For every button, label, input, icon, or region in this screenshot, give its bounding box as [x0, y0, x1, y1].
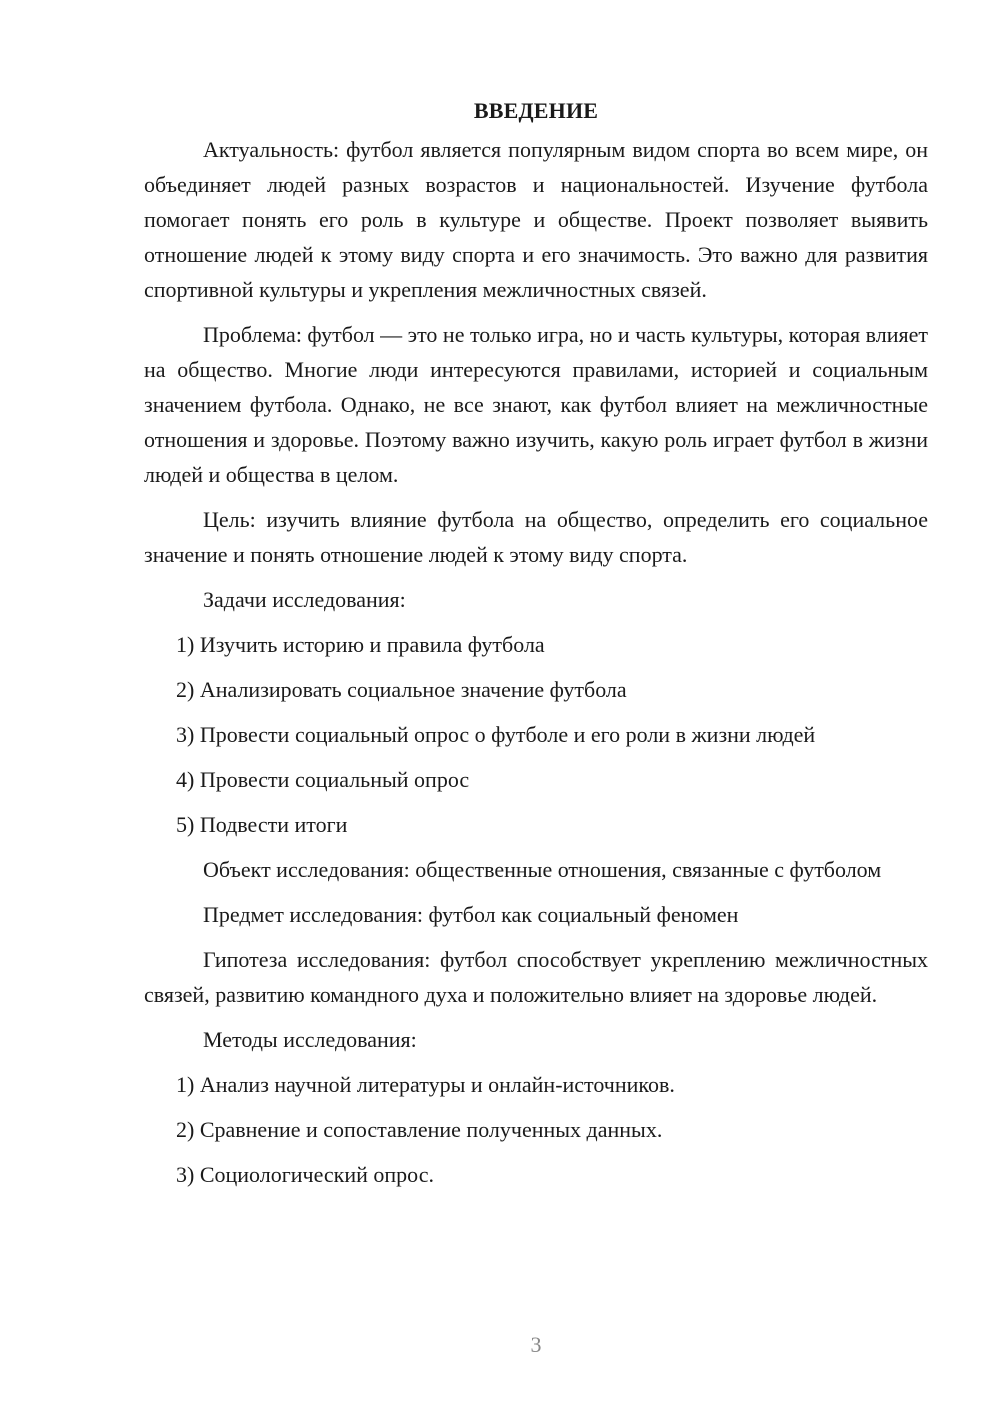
tasks-heading: Задачи исследования:: [203, 587, 406, 612]
object-paragraph: Объект исследования: общественные отношения, связанные с футболом: [203, 857, 882, 882]
task-item-4: 4) Провести социальный опрос: [176, 767, 470, 792]
relevance-paragraph: Актуальность: футбол является популярным видом спорта во всем мире, он объединяет людей разных возрастов и национальностей. Изучение футбола помогает понять его роль в культуре и обществе. Проект позволяет выявить отношение людей к этому виду спорта и его значимость. Это важно для развития спортивной культуры и укрепления межличностных связей.: [144, 137, 928, 302]
page-number: 3: [530, 1332, 542, 1357]
subject-paragraph: Предмет исследования: футбол как социальный феномен: [203, 902, 739, 927]
task-item-5: 5) Подвести итоги: [176, 812, 348, 837]
methods-heading: Методы исследования:: [203, 1027, 417, 1052]
task-item-1: 1) Изучить историю и правила футбола: [176, 632, 545, 657]
task-item-3: 3) Провести социальный опрос о футболе и его роли в жизни людей: [176, 722, 816, 747]
problem-paragraph: Проблема: футбол — это не только игра, но и часть культуры, которая влияет на общество. Многие люди интересуются правилами, историей и социальным значением футбола. Однако, не все знают, как футбол влияет на межличностные отношения и здоровье. Поэтому важно изучить, какую роль играет футбол в жизни людей и общества в целом.: [144, 322, 928, 487]
method-item-3: 3) Социологический опрос.: [176, 1162, 434, 1187]
method-item-1: 1) Анализ научной литературы и онлайн-источников.: [176, 1072, 675, 1097]
section-title: ВВЕДЕНИЕ: [473, 98, 599, 123]
method-item-2: 2) Сравнение и сопоставление полученных данных.: [176, 1117, 663, 1142]
hypothesis-paragraph: Гипотеза исследования: футбол способствует укреплению межличностных связей, развитию командного духа и положительно влияет на здоровье людей.: [144, 947, 928, 1007]
task-item-2: 2) Анализировать социальное значение футбола: [176, 677, 627, 702]
goal-paragraph: Цель: изучить влияние футбола на общество, определить его социальное значение и понять отношение людей к этому виду спорта.: [144, 507, 928, 567]
page-content: [144, 93, 928, 1202]
